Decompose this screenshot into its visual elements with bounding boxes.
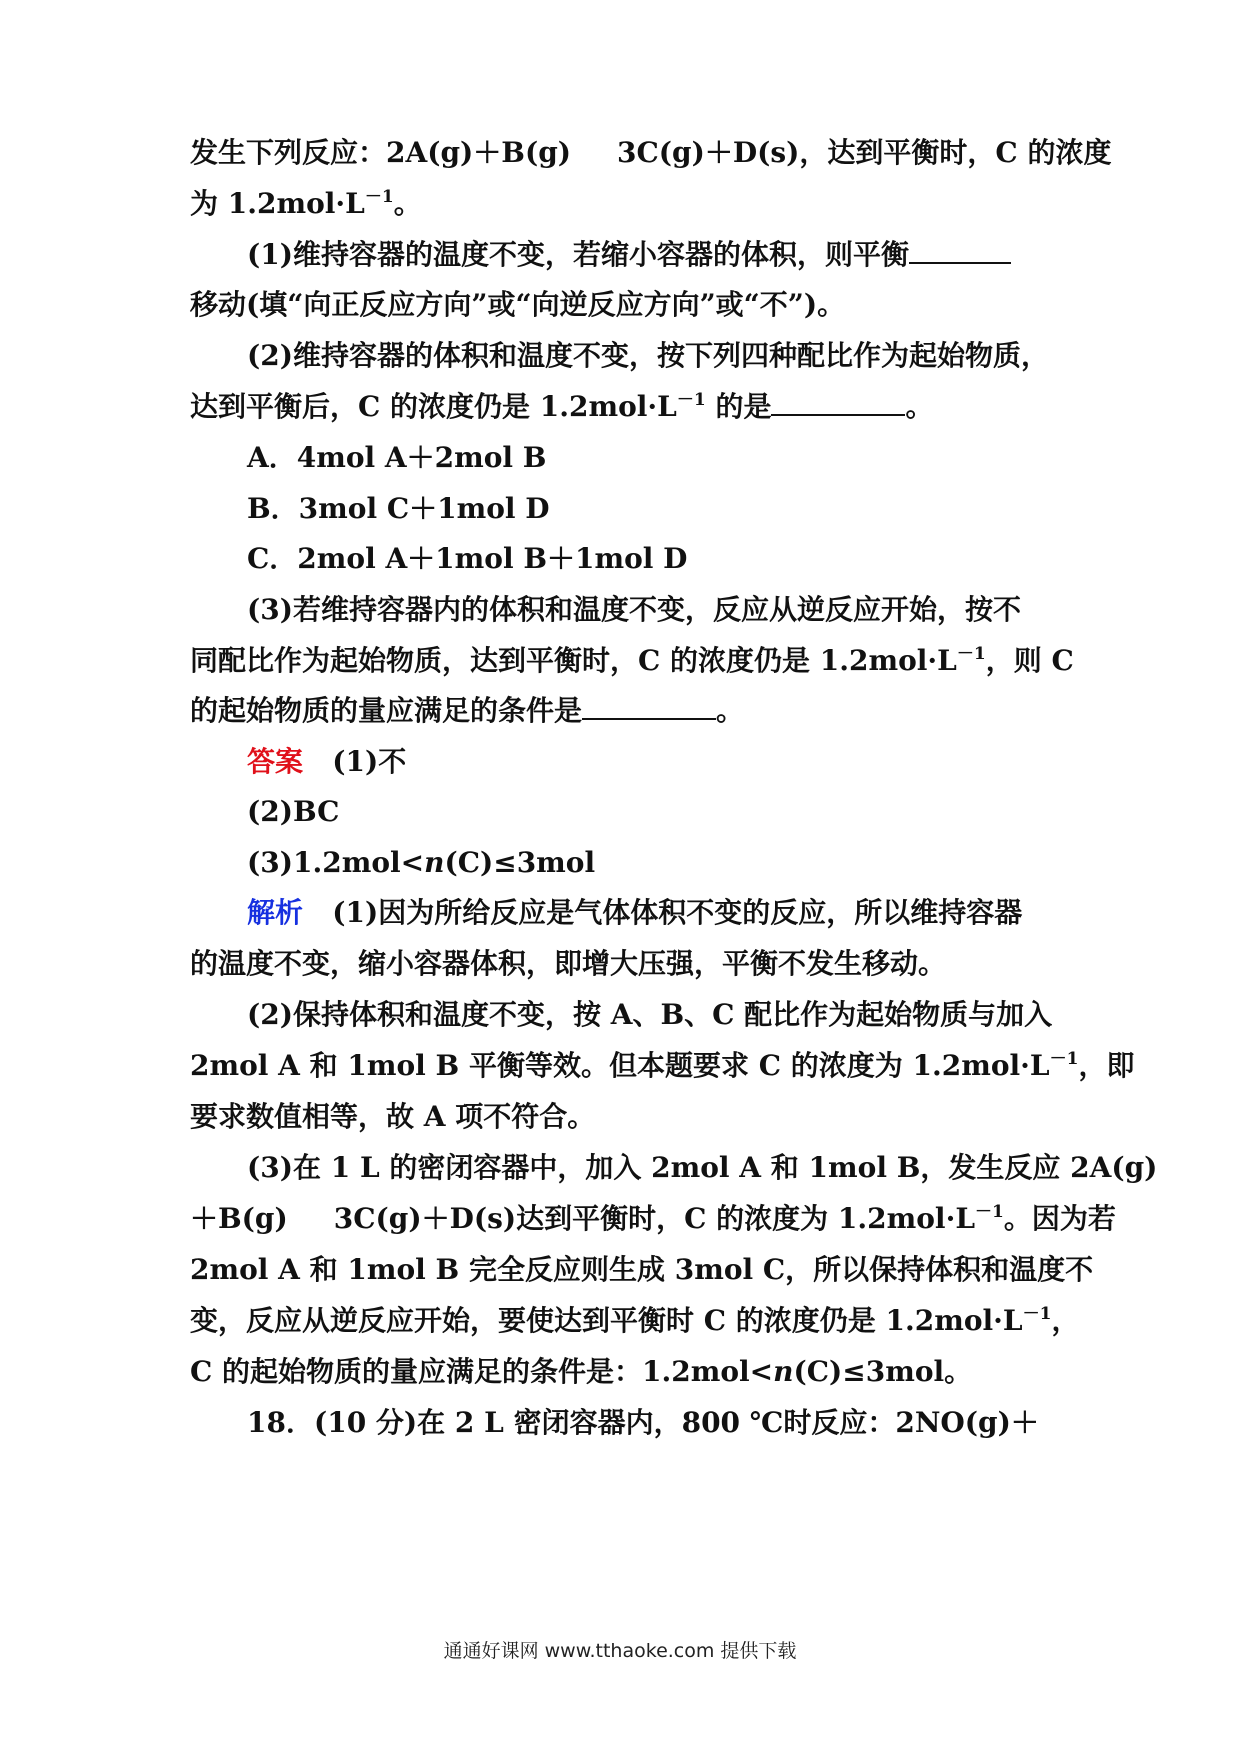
reaction-left: 发生下列反应：2A(g)＋B(g) (190, 136, 572, 169)
answer-blank-1 (909, 240, 1011, 264)
answer-blank-3 (582, 696, 716, 720)
option-b: B．3mol C＋1mol D (247, 492, 550, 525)
option-a: A．4mol A＋2mol B (247, 441, 547, 474)
analysis-line-1: 解析 (1)因为所给反应是气体体积不变的反应，所以维持容器 (247, 896, 1023, 929)
answer-blank-2 (771, 392, 905, 416)
question-1: (1)维持容器的温度不变，若缩小容器的体积，则平衡 (247, 235, 1052, 275)
answer-label: 答案 (247, 745, 304, 778)
analysis-3-line-5: C 的起始物质的量应满足的条件是：1.2mol<n(C)≤3mol。 (190, 1355, 973, 1388)
question-2: (2)维持容器的体积和温度不变，按下列四种配比作为起始物质， (247, 339, 1049, 372)
question-18: 18．(10 分)在 2 L 密闭容器内，800 ℃时反应：2NO(g)＋ (247, 1406, 1039, 1439)
answer-line-1: 答案 (1)不 (247, 745, 407, 778)
analysis-3-line-4: 变，反应从逆反应开始，要使达到平衡时 C 的浓度仍是 $1.2mol\cdot L^{-1}$， (190, 1304, 1080, 1337)
question-2-cont: 达到平衡后，C 的浓度仍是 $1.2mol\cdot L^{-1}$ 的是 。 (190, 390, 934, 423)
question-1-cont: 移动(填“向正反应方向”或“向逆反应方向”或“不”)。 (190, 288, 846, 321)
analysis-label: 解析 (247, 896, 304, 929)
option-c: C．2mol A＋1mol B＋1mol D (247, 542, 688, 575)
analysis-3-line-1: (3)在 1 L 的密闭容器中，加入 2mol A 和 1mol B，发生反应 2A(g) (247, 1151, 1158, 1184)
analysis-line-2: 的温度不变，缩小容器体积，即增大压强，平衡不发生移动。 (190, 947, 947, 980)
analysis-2-line-2: 2mol A 和 1mol B 平衡等效。但本题要求 C 的浓度为 $1.2mol\cdot L^{-1}$，即 (190, 1049, 1135, 1082)
analysis-2-line-1: (2)保持体积和温度不变，按 A、B、C 配比作为起始物质与加入 (247, 998, 1053, 1031)
reaction-right: 3C(g)＋D(s)，达到平衡时，C 的浓度 (617, 136, 1112, 169)
question-3: (3)若维持容器内的体积和温度不变，反应从逆反应开始，按不 (247, 593, 1021, 626)
question-3-cont: 同配比作为起始物质，达到平衡时，C 的浓度仍是 $1.2mol\cdot L^{-1}$，则 C (190, 644, 1074, 677)
analysis-3-line-3: 2mol A 和 1mol B 完全反应则生成 3mol C，所以保持体积和温度不 (190, 1253, 1094, 1286)
answer-line-2: (2)BC (247, 795, 340, 828)
page-footer: 通通好课网 www.tthaoke.com 提供下载 (443, 1640, 797, 1662)
analysis-2-line-3: 要求数值相等，故 A 项不符合。 (190, 1100, 596, 1133)
question-3-cont2: 的起始物质的量应满足的条件是 。 (190, 694, 745, 727)
analysis-3-line-2: ＋B(g) 3C(g)＋D(s)达到平衡时，C 的浓度为 $1.2mol\cdot L^{-1}$。因为若 (190, 1202, 1116, 1235)
concentration-line: 为 $1.2mol\cdot L^{-1}$。 (190, 187, 422, 220)
answer-line-3: (3)1.2mol<n(C)≤3mol (247, 846, 596, 879)
reaction-line (190, 133, 1112, 173)
